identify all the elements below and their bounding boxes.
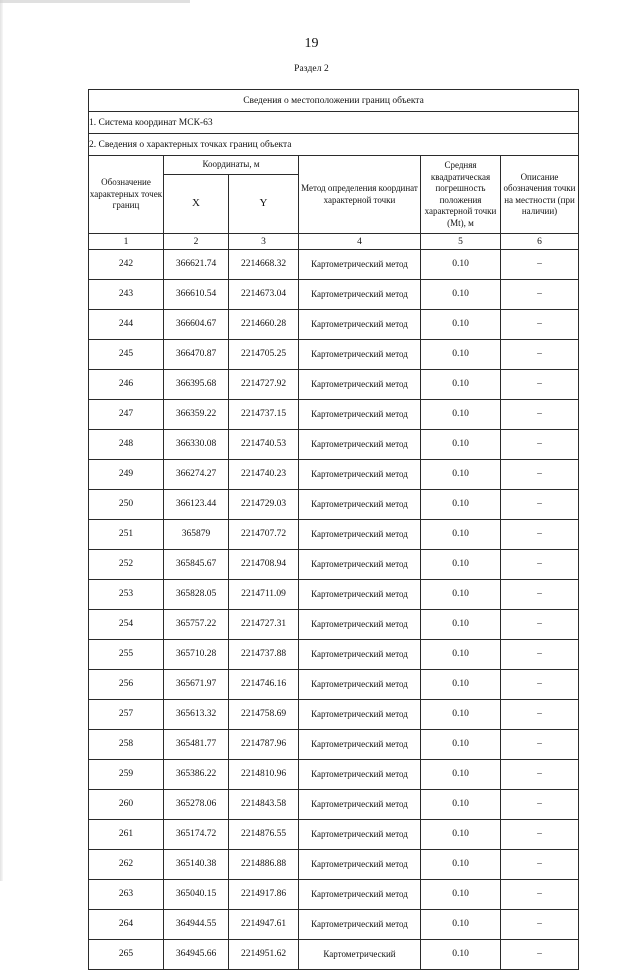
cell-coordinate-x: 365828.05 — [164, 580, 229, 610]
scan-artifact-top-edge — [0, 0, 190, 3]
scan-artifact-left-edge — [0, 0, 3, 881]
cell-point-designation: 247 — [89, 400, 164, 430]
cell-coordinate-y: 2214876.55 — [229, 820, 299, 850]
cell-point-designation: 259 — [89, 760, 164, 790]
cell-point-designation: 251 — [89, 520, 164, 550]
cell-coordinate-x: 365757.22 — [164, 610, 229, 640]
boundary-points-table — [88, 89, 579, 970]
cell-description: – — [501, 790, 579, 820]
cell-point-designation: 243 — [89, 280, 164, 310]
cell-point-designation: 258 — [89, 730, 164, 760]
table-row — [89, 340, 579, 370]
cell-coordinate-x: 365040.15 — [164, 880, 229, 910]
header-mean-square-error: Средняя квадратическая погрешность положения характерной точки (Мt), м — [421, 156, 501, 234]
cell-description: – — [501, 580, 579, 610]
cell-description: – — [501, 520, 579, 550]
table-row — [89, 610, 579, 640]
column-number-3: 3 — [229, 234, 299, 250]
cell-method: Картометрический метод — [299, 760, 421, 790]
cell-point-designation: 261 — [89, 820, 164, 850]
cell-coordinate-x: 365671.97 — [164, 670, 229, 700]
cell-coordinate-x: 365613.32 — [164, 700, 229, 730]
cell-point-designation: 263 — [89, 880, 164, 910]
header-coordinate-x: X — [164, 175, 229, 234]
cell-mean-square-error: 0.10 — [421, 910, 501, 940]
cell-method: Картометрический метод — [299, 430, 421, 460]
cell-description: – — [501, 760, 579, 790]
cell-method: Картометрический метод — [299, 340, 421, 370]
cell-coordinate-x: 364945.66 — [164, 940, 229, 970]
cell-method: Картометрический метод — [299, 400, 421, 430]
cell-point-designation: 255 — [89, 640, 164, 670]
cell-coordinate-y: 2214740.53 — [229, 430, 299, 460]
cell-mean-square-error: 0.10 — [421, 520, 501, 550]
cell-mean-square-error: 0.10 — [421, 550, 501, 580]
cell-coordinate-x: 366274.27 — [164, 460, 229, 490]
cell-point-designation: 260 — [89, 790, 164, 820]
header-coordinate-y: Y — [229, 175, 299, 234]
cell-description: – — [501, 430, 579, 460]
cell-method: Картометрический метод — [299, 670, 421, 700]
cell-mean-square-error: 0.10 — [421, 880, 501, 910]
cell-point-designation: 264 — [89, 910, 164, 940]
cell-coordinate-y: 2214707.72 — [229, 520, 299, 550]
cell-coordinate-x: 366621.74 — [164, 250, 229, 280]
cell-description: – — [501, 370, 579, 400]
cell-description: – — [501, 400, 579, 430]
table-row — [89, 520, 579, 550]
cell-coordinate-x: 366359.22 — [164, 400, 229, 430]
table-row — [89, 460, 579, 490]
cell-mean-square-error: 0.10 — [421, 370, 501, 400]
cell-point-designation: 265 — [89, 940, 164, 970]
cell-description: – — [501, 610, 579, 640]
cell-coordinate-y: 2214705.25 — [229, 340, 299, 370]
cell-method: Картометрический метод — [299, 490, 421, 520]
header-point-designation: Обозначение характерных точек границ — [89, 156, 164, 234]
cell-method: Картометрический метод — [299, 370, 421, 400]
header-point-description: Описание обозначения точки на местности (при наличии) — [501, 156, 579, 234]
cell-description: – — [501, 340, 579, 370]
cell-method: Картометрический — [299, 940, 421, 970]
table-row — [89, 850, 579, 880]
cell-description: – — [501, 850, 579, 880]
cell-mean-square-error: 0.10 — [421, 760, 501, 790]
table-row — [89, 880, 579, 910]
cell-method: Картометрический метод — [299, 910, 421, 940]
cell-description: – — [501, 640, 579, 670]
cell-coordinate-x: 366123.44 — [164, 490, 229, 520]
table-banner-title: Сведения о местоположении границ объекта — [89, 90, 579, 112]
cell-mean-square-error: 0.10 — [421, 850, 501, 880]
cell-coordinate-x: 365278.06 — [164, 790, 229, 820]
cell-description: – — [501, 460, 579, 490]
table-row — [89, 700, 579, 730]
cell-coordinate-y: 2214727.92 — [229, 370, 299, 400]
cell-mean-square-error: 0.10 — [421, 820, 501, 850]
table-body — [89, 90, 579, 250]
section-title: Раздел 2 — [294, 64, 329, 74]
cell-mean-square-error: 0.10 — [421, 490, 501, 520]
cell-point-designation: 257 — [89, 700, 164, 730]
cell-point-designation: 249 — [89, 460, 164, 490]
cell-method: Картометрический метод — [299, 580, 421, 610]
cell-coordinate-y: 2214708.94 — [229, 550, 299, 580]
cell-point-designation: 262 — [89, 850, 164, 880]
cell-coordinate-y: 2214787.96 — [229, 730, 299, 760]
cell-point-designation: 244 — [89, 310, 164, 340]
cell-description: – — [501, 310, 579, 340]
table-row — [89, 760, 579, 790]
table-row — [89, 490, 579, 520]
cell-point-designation: 250 — [89, 490, 164, 520]
cell-coordinate-y: 2214947.61 — [229, 910, 299, 940]
table-row — [89, 250, 579, 280]
cell-description: – — [501, 550, 579, 580]
cell-description: – — [501, 250, 579, 280]
cell-method: Картометрический метод — [299, 640, 421, 670]
cell-description: – — [501, 490, 579, 520]
coordinate-system-label: 1. Система координат МСК-63 — [89, 112, 579, 134]
cell-method: Картометрический метод — [299, 310, 421, 340]
coordinate-system-row — [89, 112, 579, 134]
cell-mean-square-error: 0.10 — [421, 430, 501, 460]
table-row — [89, 550, 579, 580]
cell-coordinate-x: 365845.67 — [164, 550, 229, 580]
cell-description: – — [501, 940, 579, 970]
table-row — [89, 730, 579, 760]
cell-point-designation: 256 — [89, 670, 164, 700]
cell-coordinate-x: 365710.28 — [164, 640, 229, 670]
cell-description: – — [501, 910, 579, 940]
cell-coordinate-y: 2214951.62 — [229, 940, 299, 970]
column-number-5: 5 — [421, 234, 501, 250]
column-number-6: 6 — [501, 234, 579, 250]
cell-coordinate-x: 365174.72 — [164, 820, 229, 850]
cell-coordinate-y: 2214727.31 — [229, 610, 299, 640]
table-row — [89, 640, 579, 670]
cell-coordinate-x: 366395.68 — [164, 370, 229, 400]
table-row — [89, 400, 579, 430]
cell-point-designation: 253 — [89, 580, 164, 610]
cell-coordinate-y: 2214810.96 — [229, 760, 299, 790]
cell-method: Картометрический метод — [299, 820, 421, 850]
cell-method: Картометрический метод — [299, 850, 421, 880]
cell-method: Картометрический метод — [299, 880, 421, 910]
cell-coordinate-y: 2214886.88 — [229, 850, 299, 880]
cell-coordinate-y: 2214737.15 — [229, 400, 299, 430]
table-row — [89, 790, 579, 820]
cell-method: Картометрический метод — [299, 280, 421, 310]
cell-coordinate-y: 2214758.69 — [229, 700, 299, 730]
points-section-label: 2. Сведения о характерных точках границ объекта — [89, 134, 579, 156]
cell-coordinate-y: 2214673.04 — [229, 280, 299, 310]
cell-mean-square-error: 0.10 — [421, 640, 501, 670]
cell-coordinate-x: 366470.87 — [164, 340, 229, 370]
table-banner-row — [89, 90, 579, 112]
cell-method: Картометрический метод — [299, 700, 421, 730]
cell-coordinate-y: 2214737.88 — [229, 640, 299, 670]
page-number: 19 — [304, 36, 319, 51]
cell-coordinate-x: 366610.54 — [164, 280, 229, 310]
cell-mean-square-error: 0.10 — [421, 730, 501, 760]
cell-mean-square-error: 0.10 — [421, 940, 501, 970]
cell-mean-square-error: 0.10 — [421, 580, 501, 610]
table-row — [89, 310, 579, 340]
cell-method: Картометрический метод — [299, 520, 421, 550]
cell-point-designation: 245 — [89, 340, 164, 370]
column-number-1: 1 — [89, 234, 164, 250]
cell-method: Картометрический метод — [299, 460, 421, 490]
table-row — [89, 280, 579, 310]
cell-coordinate-x: 366330.08 — [164, 430, 229, 460]
column-number-row — [89, 234, 579, 250]
header-coordinates-group: Координаты, м — [164, 156, 299, 175]
header-determination-method: Метод определения координат характерной точки — [299, 156, 421, 234]
cell-mean-square-error: 0.10 — [421, 340, 501, 370]
cell-description: – — [501, 280, 579, 310]
cell-coordinate-x: 365140.38 — [164, 850, 229, 880]
cell-description: – — [501, 730, 579, 760]
cell-coordinate-y: 2214740.23 — [229, 460, 299, 490]
cell-mean-square-error: 0.10 — [421, 310, 501, 340]
cell-description: – — [501, 670, 579, 700]
cell-mean-square-error: 0.10 — [421, 250, 501, 280]
cell-method: Картометрический метод — [299, 550, 421, 580]
cell-description: – — [501, 700, 579, 730]
table-row — [89, 820, 579, 850]
cell-description: – — [501, 820, 579, 850]
cell-mean-square-error: 0.10 — [421, 400, 501, 430]
cell-coordinate-y: 2214843.58 — [229, 790, 299, 820]
cell-method: Картометрический метод — [299, 790, 421, 820]
table-row — [89, 910, 579, 940]
cell-coordinate-x: 365386.22 — [164, 760, 229, 790]
table-row — [89, 370, 579, 400]
cell-mean-square-error: 0.10 — [421, 280, 501, 310]
cell-mean-square-error: 0.10 — [421, 790, 501, 820]
cell-method: Картометрический метод — [299, 250, 421, 280]
cell-coordinate-y: 2214668.32 — [229, 250, 299, 280]
table-row — [89, 940, 579, 970]
cell-mean-square-error: 0.10 — [421, 700, 501, 730]
cell-coordinate-x: 366604.67 — [164, 310, 229, 340]
cell-coordinate-y: 2214660.28 — [229, 310, 299, 340]
cell-mean-square-error: 0.10 — [421, 460, 501, 490]
points-section-row — [89, 134, 579, 156]
cell-coordinate-y: 2214917.86 — [229, 880, 299, 910]
header-row-primary — [89, 156, 579, 175]
cell-mean-square-error: 0.10 — [421, 610, 501, 640]
cell-point-designation: 246 — [89, 370, 164, 400]
cell-coordinate-x: 364944.55 — [164, 910, 229, 940]
cell-coordinate-x: 365481.77 — [164, 730, 229, 760]
table-row — [89, 580, 579, 610]
data-rows-body — [89, 250, 579, 970]
cell-point-designation: 252 — [89, 550, 164, 580]
cell-coordinate-y: 2214711.09 — [229, 580, 299, 610]
table-row — [89, 430, 579, 460]
cell-point-designation: 254 — [89, 610, 164, 640]
cell-mean-square-error: 0.10 — [421, 670, 501, 700]
cell-method: Картометрический метод — [299, 610, 421, 640]
column-number-4: 4 — [299, 234, 421, 250]
cell-coordinate-x: 365879 — [164, 520, 229, 550]
cell-point-designation: 242 — [89, 250, 164, 280]
cell-description: – — [501, 880, 579, 910]
cell-point-designation: 248 — [89, 430, 164, 460]
cell-method: Картометрический метод — [299, 730, 421, 760]
column-number-2: 2 — [164, 234, 229, 250]
cell-coordinate-y: 2214729.03 — [229, 490, 299, 520]
table-row — [89, 670, 579, 700]
cell-coordinate-y: 2214746.16 — [229, 670, 299, 700]
